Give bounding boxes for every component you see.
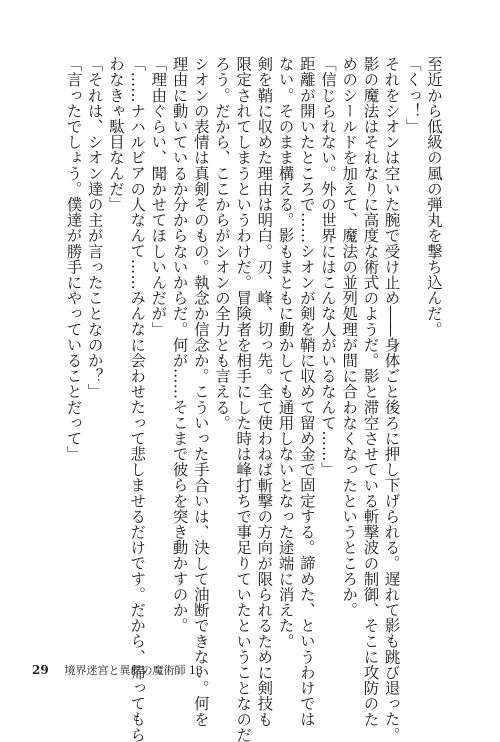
text-line: ろう。だから、ここからがシオンの全力とも言える。 — [212, 56, 231, 431]
page-footer — [32, 662, 203, 678]
text-line: 「言ったでしょう。僕達が勝手にやっていることだって」 — [64, 56, 83, 462]
text-line: 剣を鞘に収めた理由は明白。刃、峰、切っ先。全て使わねば斬撃の方向が限られるために剣技も — [255, 56, 274, 727]
text-line: シオンの表情は真剣そのもの。執念か信念か。こういった手合いは、決して油断できない。何を — [191, 56, 210, 727]
text-line: 限定されてしまうというわけだ。冒険者を相手にした時は峰打ちで事足りていたということなのだ — [234, 56, 253, 742]
text-line: 「くっ！」 — [403, 56, 422, 134]
text-line: めのシールドを加えて、魔法の並列処理が間に合わなくなったというところか。 — [340, 56, 359, 618]
text-line: 至近から低級の風の弾丸を撃ち込んだ。 — [425, 56, 443, 337]
text-line: わなきゃ駄目なんだ」 — [106, 56, 125, 212]
text-line: 「それは、シオン達の主が言ったことなのか？」 — [85, 56, 104, 400]
text-line: 影の魔法はそれなりに高度な術式のようだ。影と滞空させている斬撃波の制御、そこに攻防のた — [361, 56, 380, 727]
text-line: 「……ナハルビアの人なんて……みんなに会わせたって悲しませるだけです。だから、帰ってもら — [128, 56, 147, 742]
text-line: それをシオンは空いた腕で受け止め――身体ごと後ろに押し下げられる。遅れて影も跳び退った。 — [382, 56, 401, 742]
text-line: 理由に動いているか分からないからだ。何が……そこまで彼らを突き動かすのか。 — [170, 56, 189, 634]
text-line: ない。そのまま構える。影もまともに動かしても通用しないとなった途端に消えた。 — [276, 56, 295, 649]
text-line: 「理由ぐらい、聞かせてほしいんだが」 — [149, 56, 168, 337]
book-title: 境界迷宮と異界の魔術師 13 — [64, 664, 204, 677]
text-line: 「信じられない。外の世界にはこんな人がいるなんて……」 — [318, 56, 337, 478]
text-line: 距離が開いたところで……シオンが剣を鞘に収めて留め金で固定する。諦めた、というわけでは — [297, 56, 316, 727]
page-number: 29 — [32, 663, 49, 677]
